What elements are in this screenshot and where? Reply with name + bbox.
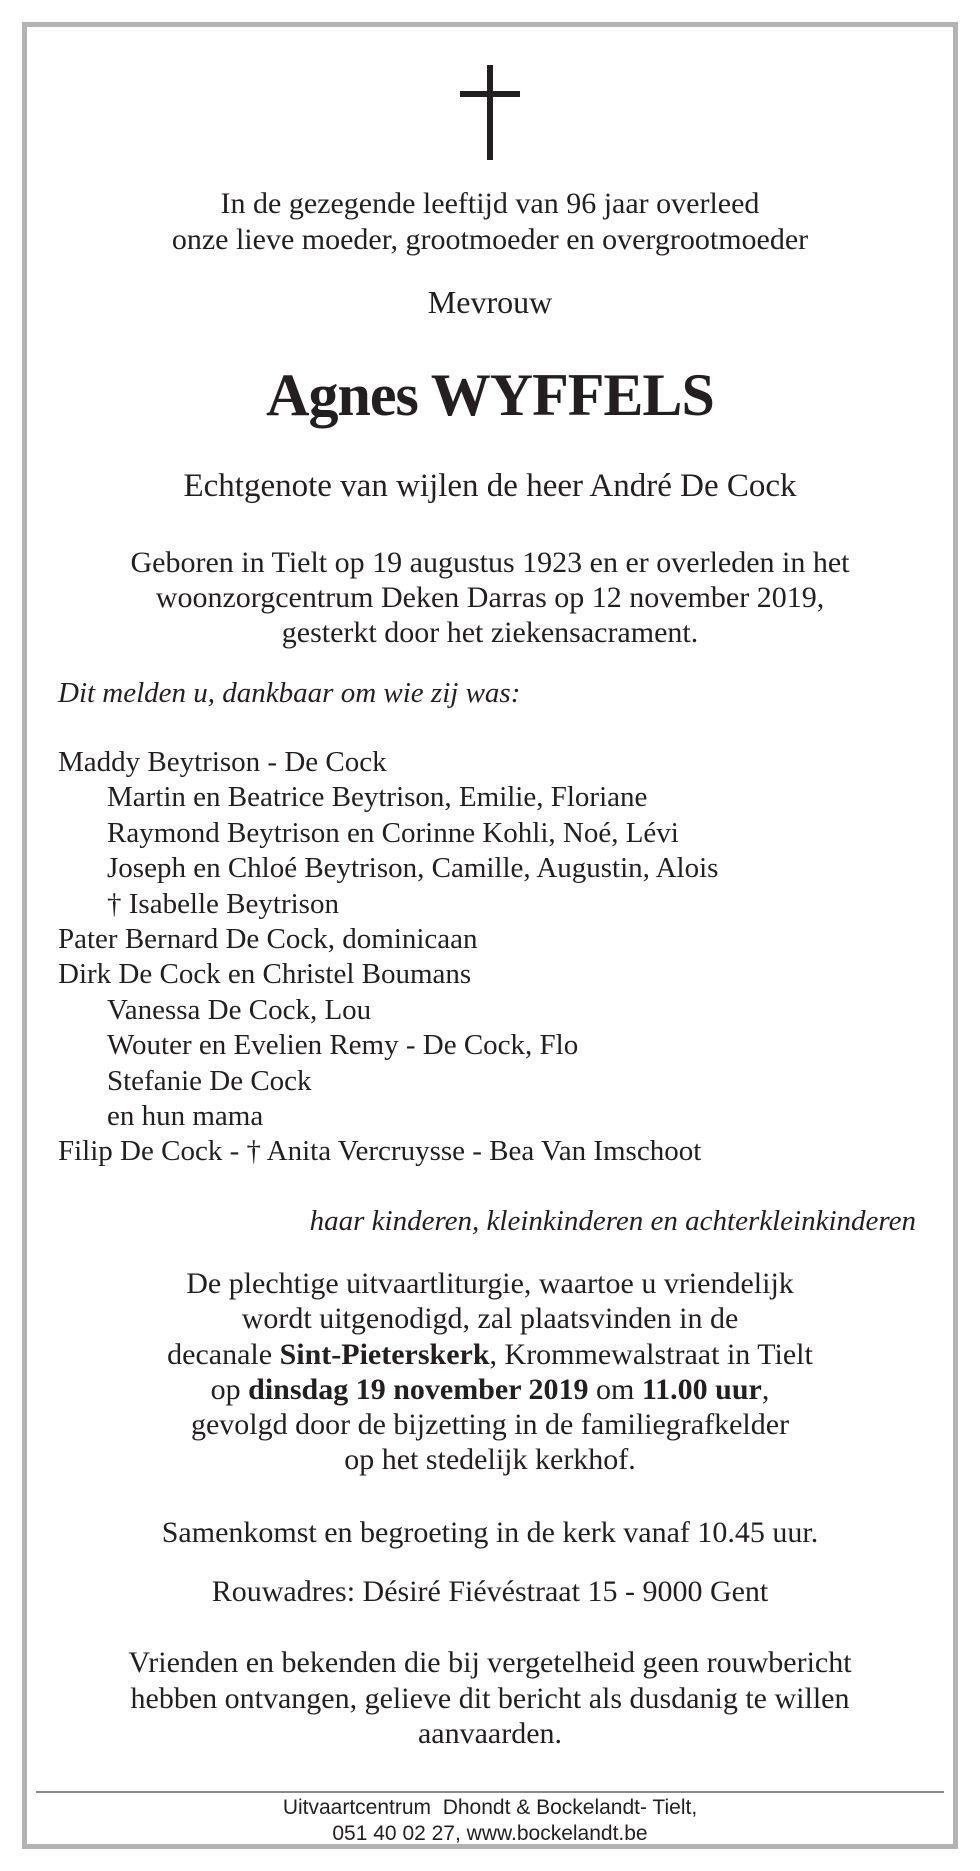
- born-line: woonzorgcentrum Deken Darras op 12 november 2019,: [155, 581, 825, 614]
- signoff: haar kinderen, kleinkinderen en achterkleinkinderen: [309, 1205, 916, 1237]
- family-list: [58, 745, 938, 1170]
- deceased-name: Agnes WYFFELS: [266, 362, 714, 428]
- family-member: Stefanie De Cock: [107, 1064, 312, 1097]
- notice-line: hebben ontvangen, gelieve dit bericht als dusdanig te willen: [130, 1681, 850, 1715]
- service-line: op dinsdag 19 november 2019 om 11.00 uur,: [210, 1372, 770, 1406]
- church-name: Sint-Pieterskerk: [279, 1337, 490, 1371]
- family-member: Pater Bernard De Cock, dominicaan: [58, 923, 478, 956]
- service-time: 11.00 uur: [641, 1372, 762, 1406]
- family-member: Raymond Beytrison en Corinne Kohli, Noé, Lévi: [107, 816, 679, 849]
- family-member: Wouter en Evelien Remy - De Cock, Flo: [107, 1029, 579, 1062]
- notice-line: Vrienden en bekenden die bij vergetelheid geen rouwbericht: [128, 1646, 852, 1679]
- footer-line: 051 40 02 27, www.bockelandt.be: [332, 1822, 648, 1845]
- born-line: gesterkt door het ziekensacrament.: [281, 616, 699, 649]
- intro-line: onze lieve moeder, grootmoeder en overgrootmoeder: [171, 223, 809, 256]
- family-member: en hun mama: [107, 1100, 264, 1133]
- family-member: Joseph en Chloé Beytrison, Camille, Augustin, Alois: [107, 852, 719, 885]
- birth-death-text: [40, 545, 940, 650]
- intro-line: In de gezegende leeftijd van 96 jaar overleed: [220, 187, 760, 220]
- salutation: Mevrouw: [427, 284, 553, 320]
- service-line: gevolgd door de bijzetting in de familiegrafkelder: [190, 1408, 790, 1442]
- service-date: dinsdag 19 november 2019: [248, 1372, 589, 1406]
- gathering-text: Samenkomst en begroeting in de kerk vanaf 10.45 uur.: [161, 1516, 819, 1549]
- family-member: Filip De Cock - † Anita Vercruysse - Bea Van Imschoot: [58, 1135, 702, 1168]
- service-text: [40, 1266, 940, 1478]
- thanks-line: Dit melden u, dankbaar om wie zij was:: [58, 677, 521, 709]
- family-member: Dirk De Cock en Christel Boumans: [58, 958, 472, 991]
- footer: [40, 1795, 940, 1847]
- service-line: wordt uitgenodigd, zal plaatsvinden in de: [241, 1302, 739, 1336]
- mourning-address: Rouwadres: Désiré Fiévéstraat 15 - 9000 Gent: [211, 1575, 769, 1608]
- service-line: decanale Sint-Pieterskerk, Krommewalstraat in Tielt: [167, 1337, 813, 1371]
- intro-text: [40, 186, 940, 258]
- cross-icon: [460, 65, 520, 160]
- notice-text: [40, 1645, 940, 1752]
- family-member: Vanessa De Cock, Lou: [107, 993, 372, 1026]
- service-line: op het stedelijk kerkhof.: [344, 1443, 636, 1477]
- family-member: Martin en Beatrice Beytrison, Emilie, Floriane: [107, 781, 648, 814]
- family-member: † Isabelle Beytrison: [107, 887, 339, 920]
- footer-line: Uitvaartcentrum Dhondt & Bockelandt- Tielt,: [282, 1796, 698, 1819]
- spouse-line: Echtgenote van wijlen de heer André De Cock: [183, 468, 797, 504]
- family-member: Maddy Beytrison - De Cock: [58, 746, 387, 778]
- notice-line: aanvaarden.: [417, 1717, 563, 1750]
- born-line: Geboren in Tielt op 19 augustus 1923 en er overleden in het: [130, 546, 850, 579]
- footer-divider: [36, 1791, 944, 1793]
- service-line: De plechtige uitvaartliturgie, waartoe u vriendelijk: [186, 1267, 794, 1300]
